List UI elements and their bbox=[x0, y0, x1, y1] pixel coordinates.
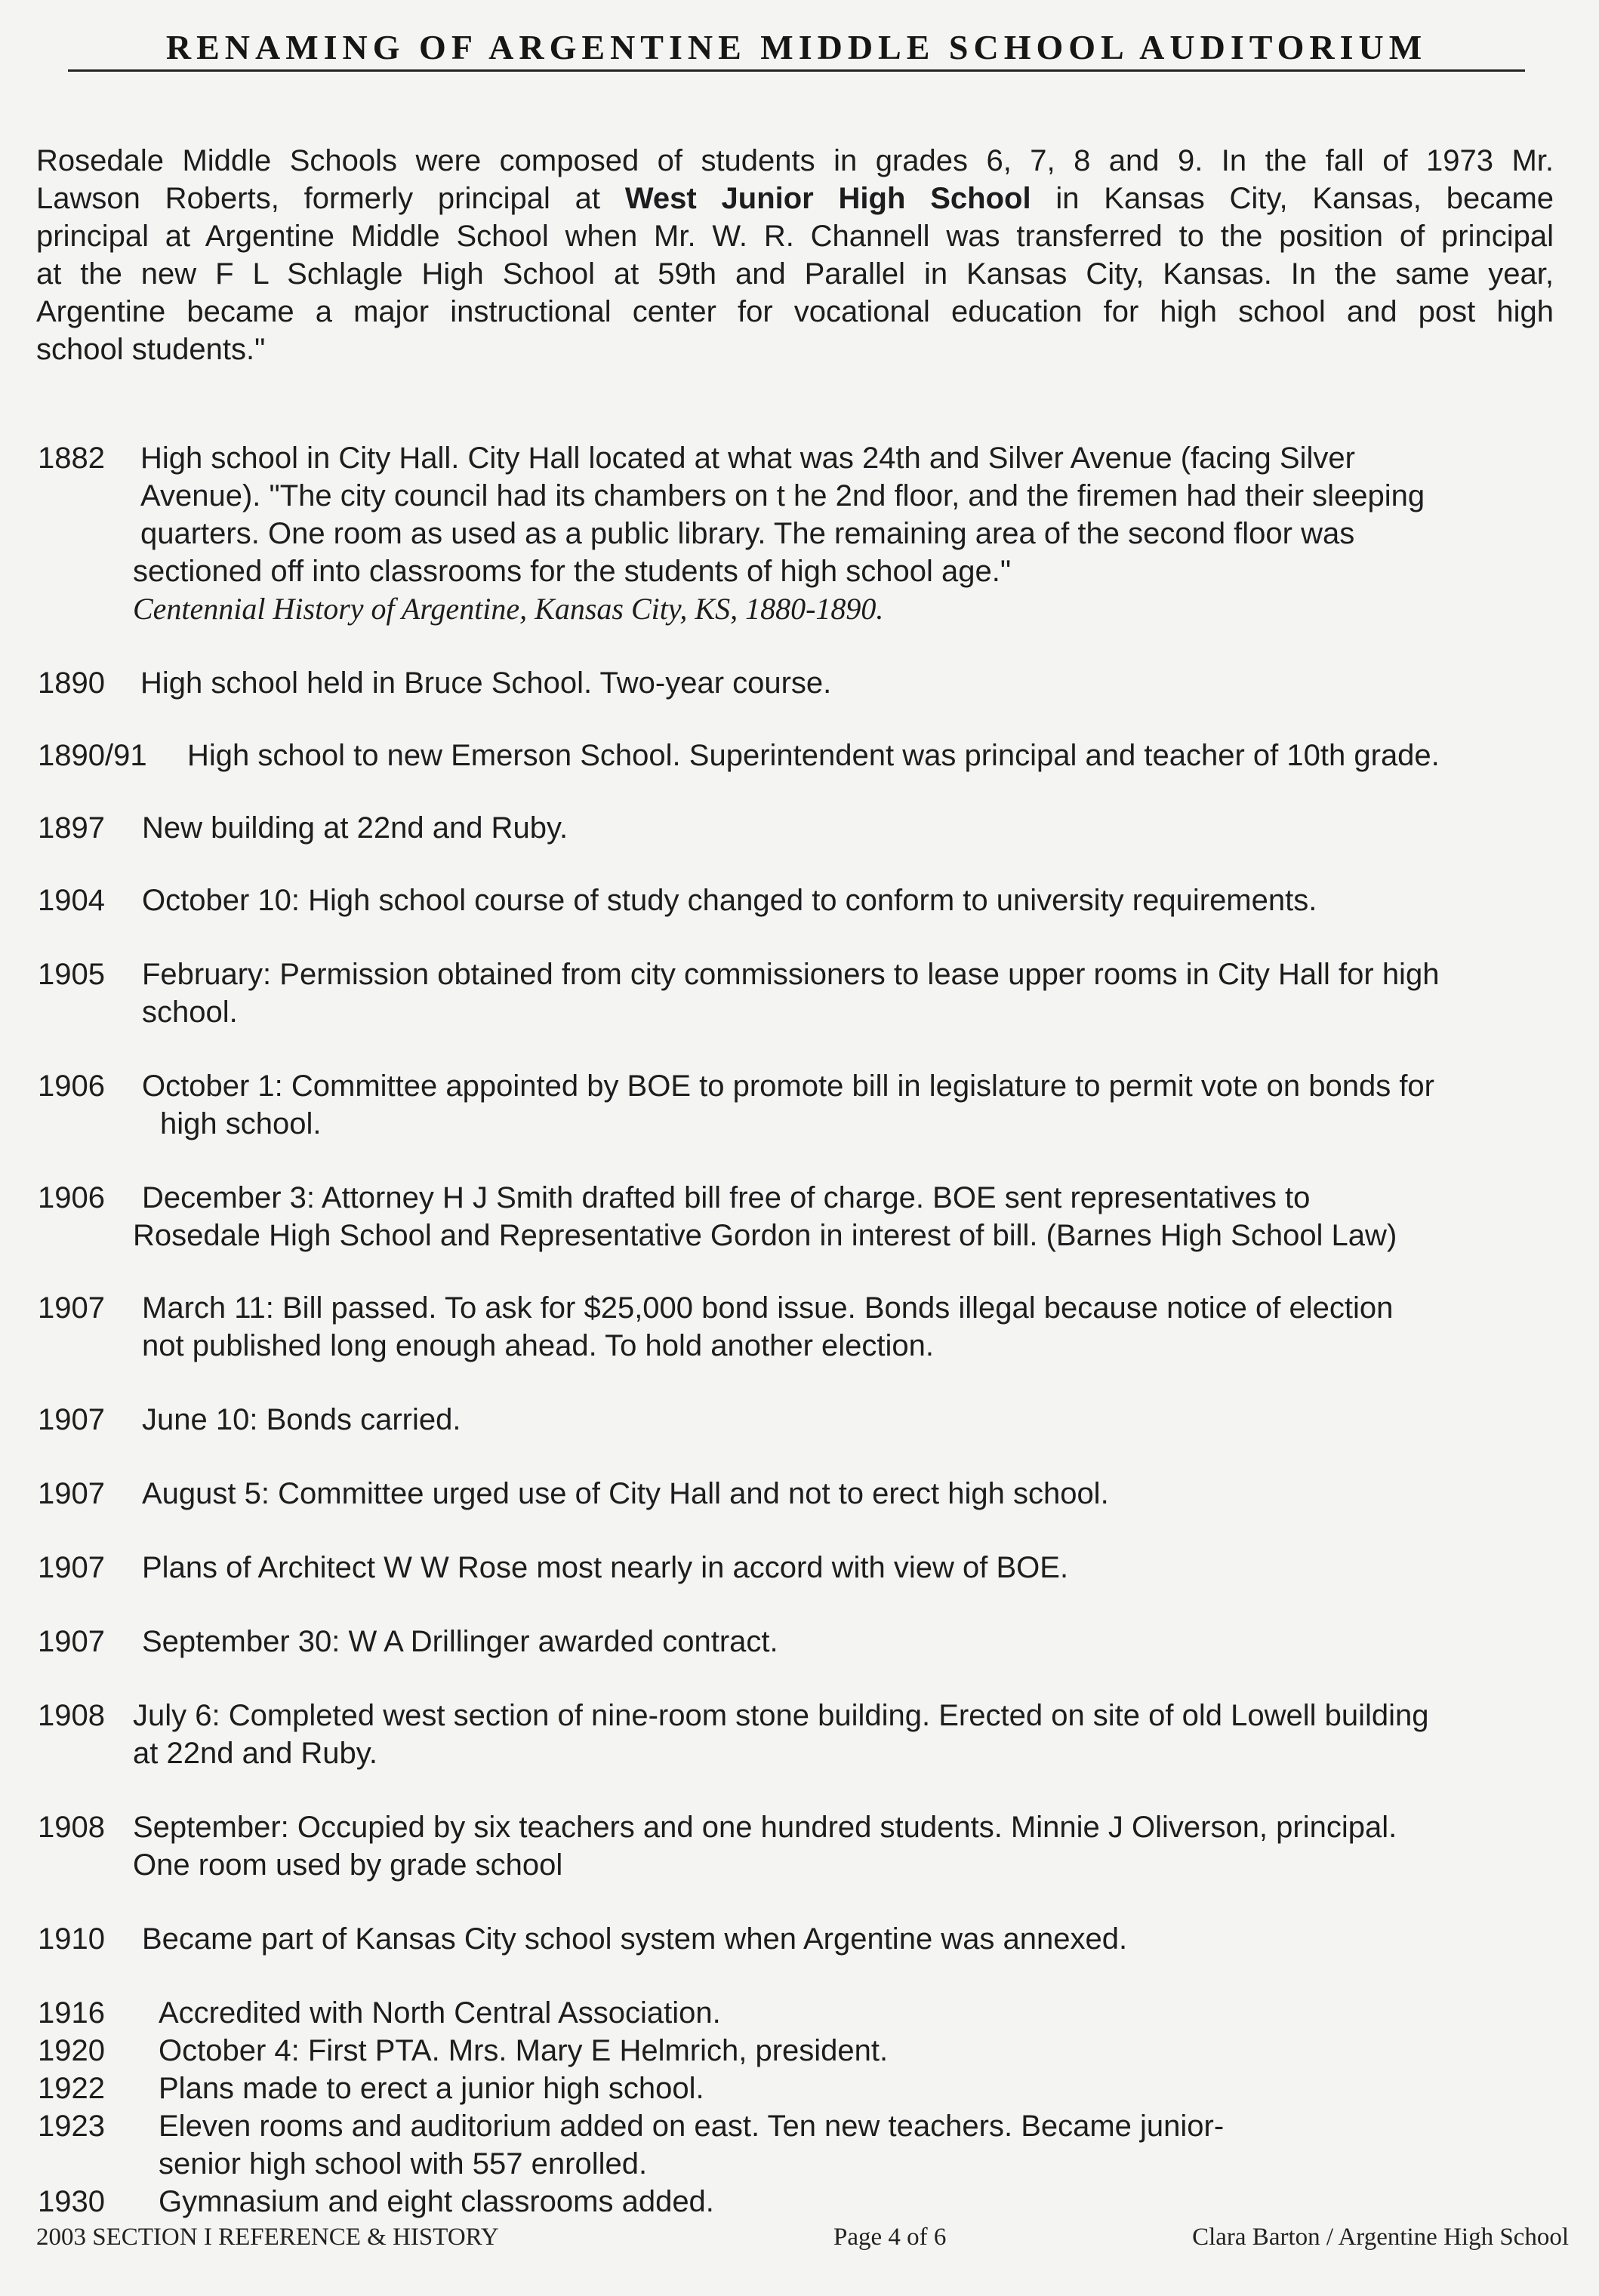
entry-text bbox=[142, 1067, 1570, 1143]
intro-line: at the new F L Schlagle High School at 59th and Parallel in Kansas City, Kansas. In the same year, bbox=[36, 257, 1554, 291]
entry-line: September 30: W A Drillinger awarded contract. bbox=[142, 1625, 778, 1658]
page-title: RENAMING OF ARGENTINE MIDDLE SCHOOL AUDITORIUM bbox=[165, 28, 1428, 66]
entry-line: One room used by grade school bbox=[133, 1848, 563, 1882]
entry-text bbox=[142, 1475, 1570, 1513]
entry-text bbox=[142, 1623, 1570, 1660]
entry-line: September: Occupied by six teachers and one hundred students. Minnie J Oliverson, principal. bbox=[133, 1811, 1397, 1844]
entry-line: Gymnasium and eight classrooms added. bbox=[159, 2185, 714, 2218]
entry-line: Eleven rooms and auditorium added on east. Ten new teachers. Became junior- bbox=[159, 2110, 1225, 2143]
entry-year: 1882 bbox=[38, 442, 105, 475]
entry-year: 1890/91 bbox=[38, 739, 147, 772]
school-name-bold: West Junior High School bbox=[624, 182, 1031, 215]
footer-section: 2003 SECTION I REFERENCE & HISTORY bbox=[36, 2224, 499, 2251]
entry-text bbox=[140, 664, 1570, 702]
entry-year: 1906 bbox=[38, 1070, 105, 1103]
entry-text bbox=[159, 2107, 1570, 2183]
entry-year: 1890 bbox=[38, 666, 105, 700]
entry-line: High school held in Bruce School. Two-year course. bbox=[140, 666, 832, 700]
entry-line: December 3: Attorney H J Smith drafted bill free of charge. BOE sent representatives to bbox=[142, 1181, 1311, 1214]
entry-line: Plans made to erect a junior high school. bbox=[159, 2072, 704, 2105]
entry-text bbox=[159, 2183, 1570, 2221]
title-underline bbox=[68, 69, 1525, 72]
entry-year: 1907 bbox=[38, 1625, 105, 1658]
entry-text bbox=[159, 2070, 1570, 2107]
entry-year: 1907 bbox=[38, 1551, 105, 1584]
entry-year: 1923 bbox=[38, 2110, 105, 2143]
entry-line: October 4: First PTA. Mrs. Mary E Helmrich, president. bbox=[159, 2034, 889, 2067]
entry-line: New building at 22nd and Ruby. bbox=[142, 811, 568, 845]
intro-line: school students." bbox=[36, 333, 266, 366]
entry-year: 1908 bbox=[38, 1699, 105, 1732]
entry-line: sectioned off into classrooms for the students of high school age." bbox=[133, 555, 1012, 588]
intro-line: principal at Argentine Middle School when Mr. W. R. Channell was transferred to the position of principal bbox=[36, 220, 1554, 253]
entry-line: October 10: High school course of study changed to conform to university requirements. bbox=[142, 884, 1317, 917]
entry-year: 1910 bbox=[38, 1922, 105, 1956]
entry-year: 1907 bbox=[38, 1477, 105, 1510]
entry-line: October 1: Committee appointed by BOE to promote bill in legislature to permit vote on bonds for bbox=[142, 1070, 1434, 1103]
entry-line: July 6: Completed west section of nine-room stone building. Erected on site of old Lowell building bbox=[133, 1699, 1429, 1732]
entry-line: at 22nd and Ruby. bbox=[133, 1737, 377, 1770]
entry-text bbox=[133, 439, 1570, 628]
entry-text bbox=[159, 1994, 1570, 2032]
entry-year: 1897 bbox=[38, 811, 105, 845]
entry-line: High school in City Hall. City Hall located at what was 24th and Silver Avenue (facing Silver bbox=[140, 442, 1355, 475]
intro-paragraph bbox=[36, 142, 1554, 368]
entry-text bbox=[142, 1289, 1570, 1365]
entry-line: Plans of Architect W W Rose most nearly in accord with view of BOE. bbox=[142, 1551, 1069, 1584]
entry-text bbox=[187, 737, 1570, 774]
entry-line: High school to new Emerson School. Superintendent was principal and teacher of 10th grade. bbox=[187, 739, 1440, 772]
entry-year: 1907 bbox=[38, 1403, 105, 1436]
entry-year: 1920 bbox=[38, 2034, 105, 2067]
entry-line: Avenue). "The city council had its chambers on t he 2nd floor, and the firemen had their sleeping bbox=[140, 479, 1425, 512]
entry-line: February: Permission obtained from city commissioners to lease upper rooms in City Hall for high bbox=[142, 958, 1440, 991]
entry-text bbox=[133, 1697, 1570, 1772]
entry-text bbox=[142, 809, 1570, 847]
entry-text bbox=[142, 882, 1570, 919]
intro-line: Argentine became a major instructional center for vocational education for high school and post high bbox=[36, 295, 1554, 328]
entry-line: March 11: Bill passed. To ask for $25,000 bond issue. Bonds illegal because notice of election bbox=[142, 1291, 1394, 1325]
entry-text bbox=[142, 1401, 1570, 1439]
entry-line: not published long enough ahead. To hold another election. bbox=[142, 1329, 935, 1362]
entry-year: 1930 bbox=[38, 2185, 105, 2218]
entry-line: senior high school with 557 enrolled. bbox=[159, 2147, 648, 2181]
entry-line: Accredited with North Central Association. bbox=[159, 1996, 721, 2030]
intro-text: in Kansas City, Kansas, became bbox=[1031, 182, 1554, 215]
entry-line: June 10: Bonds carried. bbox=[142, 1403, 461, 1436]
entry-year: 1906 bbox=[38, 1181, 105, 1214]
entry-text bbox=[159, 2032, 1570, 2070]
intro-line bbox=[36, 180, 1554, 217]
entry-line: August 5: Committee urged use of City Hall and not to erect high school. bbox=[142, 1477, 1109, 1510]
page-footer bbox=[36, 2224, 1569, 2261]
entry-year: 1907 bbox=[38, 1291, 105, 1325]
entry-text bbox=[133, 1808, 1570, 1884]
entry-line: school. bbox=[142, 996, 238, 1029]
entry-line: quarters. One room as used as a public library. The remaining area of the second floor was bbox=[140, 517, 1355, 550]
entry-year: 1922 bbox=[38, 2072, 105, 2105]
entry-citation: Centennial History of Argentine, Kansas City, KS, 1880-1890. bbox=[133, 592, 884, 626]
entry-year: 1905 bbox=[38, 958, 105, 991]
entry-line: Became part of Kansas City school system when Argentine was annexed. bbox=[142, 1922, 1128, 1956]
footer-page-number: Page 4 of 6 bbox=[833, 2224, 947, 2251]
entry-year: 1904 bbox=[38, 884, 105, 917]
entry-year: 1916 bbox=[38, 1996, 105, 2030]
entry-year: 1908 bbox=[38, 1811, 105, 1844]
entry-text bbox=[142, 956, 1570, 1031]
intro-line: Rosedale Middle Schools were composed of students in grades 6, 7, 8 and 9. In the fall of 1973 Mr. bbox=[36, 144, 1554, 177]
entry-line: high school. bbox=[160, 1107, 322, 1140]
intro-text: Lawson Roberts, formerly principal at bbox=[36, 182, 625, 215]
entry-text bbox=[142, 1920, 1570, 1958]
entry-text bbox=[142, 1549, 1570, 1587]
entry-text bbox=[133, 1179, 1570, 1254]
footer-school: Clara Barton / Argentine High School bbox=[1192, 2224, 1569, 2251]
entry-line: Rosedale High School and Representative Gordon in interest of bill. (Barnes High School Law) bbox=[133, 1219, 1397, 1252]
